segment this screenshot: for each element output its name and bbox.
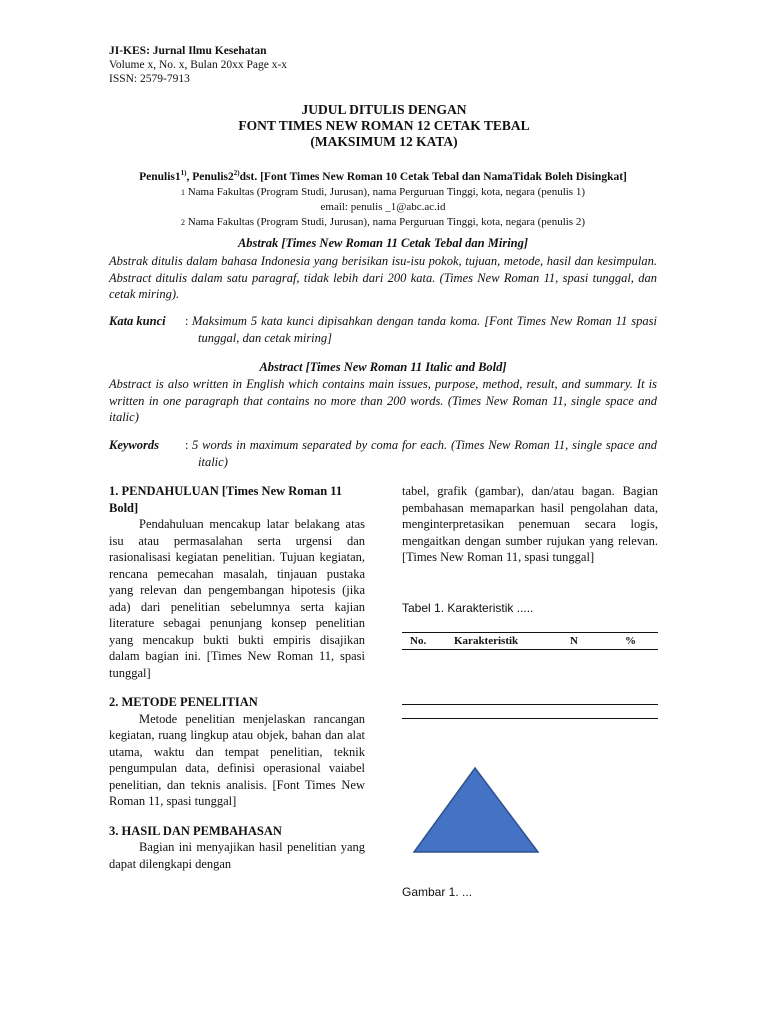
table-header-no: No. <box>410 635 427 647</box>
section-1-heading: 1. PENDAHULUAN [Times New Roman 11 Bold] <box>109 484 343 515</box>
affiliation-1: 1 Nama Fakultas (Program Studi, Jurusan), nama Perguruan Tinggi, kota, negara (penulis 1) <box>180 185 585 198</box>
right-column <box>402 483 658 566</box>
table-caption: Tabel 1. Karakteristik ..... <box>402 601 534 615</box>
table-rule-2 <box>402 704 658 705</box>
left-column <box>109 483 365 872</box>
author-email: email: penulis _1@abc.ac.id <box>320 200 446 213</box>
table-header-karakteristik: Karakteristik <box>454 635 519 647</box>
section-3-heading: 3. HASIL DAN PEMBAHASAN <box>109 823 282 838</box>
table-header-n: N <box>570 635 578 647</box>
table-header-rule <box>402 649 658 650</box>
triangle-shape <box>414 768 538 852</box>
kata-kunci: Kata kunci : Maksimum 5 kata kunci dipisahkan dengan tanda koma. [Font Times New Roman 11 spasi tunggal, dan cetak miring] <box>109 314 657 345</box>
title-line-2: FONT TIMES NEW ROMAN 12 CETAK TEBAL <box>238 118 530 133</box>
table-header-percent: % <box>625 635 636 647</box>
abstract-en-text: Abstract is also written in English which contains main issues, purpose, method, result, and summary. It is written in one paragraph that contains no more than 200 words. (Times New Roman 11, single space and italic) <box>109 377 657 424</box>
section-2-heading: 2. METODE PENELITIAN <box>109 695 258 709</box>
keywords: Keywords : 5 words in maximum separated by coma for each. (Times New Roman 11, single space and italic) <box>109 438 657 469</box>
author-names: Penulis1$^{1)}$, Penulis2$^{2)}$dst. [Font Times New Roman 10 Cetak Tebal dan NamaTidak Boleh Disingkat] <box>139 169 627 183</box>
abstrak-text: Abstrak ditulis dalam bahasa Indonesia yang berisikan isu-isu pokok, tujuan, metode, hasil dan kesimpulan. Abstract ditulis dalam satu paragraf, tidak lebih dari 200 kata. (Times New Roman 11, spasi tunggal, dan cetak miring). <box>109 254 657 301</box>
paper-title <box>0 102 768 150</box>
abstrak-heading: Abstrak [Times New Roman 11 Cetak Tebal dan Miring] <box>237 236 529 250</box>
section-2-text: Metode penelitian menjelaskan rancangan kegiatan, ruang lingkup atau objek, bahan dan alat utama, waktu dan tempat penelitian, teknik pengumpulan data, definisi operasional vaiabel penelitian, dan teknis analisis. [Font Times New Roman 11, spasi tunggal] <box>109 711 365 808</box>
kata-kunci-label: Kata kunci <box>109 314 166 328</box>
section-1-text: Pendahuluan mencakup latar belakang atas isu atau permasalahan serta urgensi dan rasionalisasi kegiatan penelitian. Tujuan kegiatan, rencana pemecahan masalah, tinjauan pustaka yang relevan dan pengembangan hipotesis (jika ada) dari penelitian sebelumnya serta kajian literature sebagai penunjang konsep penelitian yang mencakup bukti bukti empiris disajikan dalam bagian ini. [Times New Roman 11, spasi tunggal] <box>109 517 365 680</box>
title-line-3: (MAKSIMUM 12 KATA) <box>310 134 458 149</box>
abstract-en-heading: Abstract [Times New Roman 11 Italic and Bold] <box>259 360 507 374</box>
title-line-1: JUDUL DITULIS DENGAN <box>301 102 467 117</box>
kata-kunci-text: Maksimum 5 kata kunci dipisahkan dengan tanda koma. [Font Times New Roman 11 spasi tunggal, dan cetak miring] <box>192 314 657 345</box>
journal-name: JI-KES: Jurnal Ilmu Kesehatan <box>109 45 267 57</box>
table-bottom-rule <box>402 718 658 719</box>
keywords-text: 5 words in maximum separated by coma for each. (Times New Roman 11, single space and italic) <box>192 438 657 469</box>
keywords-label: Keywords <box>109 438 159 452</box>
triangle-figure <box>412 766 542 854</box>
section-3-text: Bagian ini menyajikan hasil penelitian yang dapat dilengkapi dengan <box>109 840 365 871</box>
author-block <box>109 166 657 230</box>
journal-volume: Volume x, No. x, Bulan 20xx Page x-x <box>109 59 288 71</box>
figure-caption: Gambar 1. ... <box>402 885 473 899</box>
section-3-continued: tabel, grafik (gambar), dan/atau bagan. Bagian pembahasan memaparkan hasil pengolahan data, menginterpretasikan penemuan secara logis, mengaitkan dengan sumber rujukan yang relevan. [Times New Roman 11, spasi tunggal] <box>402 484 658 564</box>
affiliation-2: 2 Nama Fakultas (Program Studi, Jurusan), nama Perguruan Tinggi, kota, negara (penulis 2) <box>180 215 585 228</box>
journal-issn: ISSN: 2579-7913 <box>109 73 190 85</box>
journal-header <box>109 44 287 86</box>
table-top-rule <box>402 632 658 633</box>
